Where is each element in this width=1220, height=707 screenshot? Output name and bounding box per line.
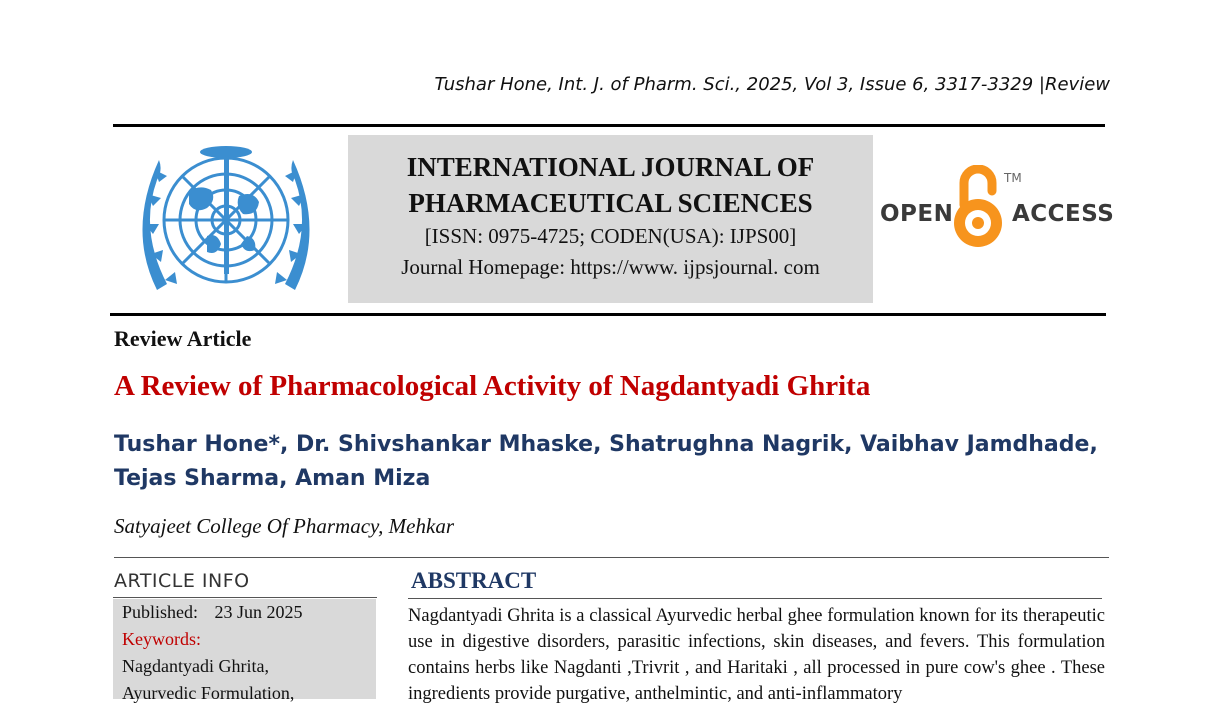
open-access-logo	[880, 165, 1115, 255]
article-info-heading: ARTICLE INFO	[114, 570, 250, 592]
citation-header: Tushar Hone, Int. J. of Pharm. Sci., 2025, Vol 3, Issue 6, 3317-3329 |Review	[434, 74, 1110, 95]
journal-name-line2: PHARMACEUTICAL SCIENCES	[408, 188, 813, 218]
author-list	[114, 428, 1114, 496]
abstract-heading: ABSTRACT	[411, 568, 537, 593]
article-info-box	[113, 599, 376, 703]
journal-issn: [ISSN: 0975-4725; CODEN(USA): IJPS00]	[424, 224, 797, 248]
trademark-mark: TM	[1004, 171, 1022, 185]
published-row	[122, 599, 376, 626]
abstract-body: Nagdantyadi Ghrita is a classical Ayurvedic herbal ghee formulation known for its therapeutic use in digestive disorders, parasitic infections, skin diseases, and fevers. This formulation contains herbs like Nagdanti ,Trivrit , and Haritaki , all processed in pure cow's ghee . These ingredients provide purgative, anthelmintic, and anti-inflammatory	[408, 606, 1105, 704]
keyword-item: Ayurvedic Formulation,	[122, 683, 295, 703]
article-title: A Review of Pharmacological Activity of Nagdantyadi Ghrita	[114, 370, 871, 402]
keywords-label: Keywords:	[122, 629, 201, 649]
top-rule	[113, 124, 1105, 127]
open-access-left-word: OPEN	[880, 201, 954, 227]
journal-name	[348, 149, 873, 221]
journal-name-line1: INTERNATIONAL JOURNAL OF	[406, 152, 815, 182]
open-access-right-word: ACCESS	[1012, 201, 1115, 227]
article-type: Review Article	[114, 326, 252, 351]
keyword-item: Nagdantyadi Ghrita,	[122, 656, 269, 676]
masthead-bottom-rule	[110, 313, 1106, 316]
published-date: 23 Jun 2025	[214, 602, 303, 622]
journal-masthead	[348, 135, 873, 303]
article-info-rule	[113, 597, 377, 598]
published-label: Published:	[122, 602, 199, 622]
authors-line1: Tushar Hone*, Dr. Shivshankar Mhaske, Shatrughna Nagrik, Vaibhav Jamdhade,	[114, 432, 1098, 457]
section-divider	[114, 557, 1109, 558]
world-emblem-icon	[127, 140, 325, 305]
journal-homepage-link[interactable]: Journal Homepage: https://www. ijpsjournal. com	[401, 255, 820, 279]
authors-line2: Tejas Sharma, Aman Miza	[114, 466, 431, 491]
affiliation: Satyajeet College Of Pharmacy, Mehkar	[114, 514, 454, 538]
abstract-rule	[408, 598, 1102, 599]
